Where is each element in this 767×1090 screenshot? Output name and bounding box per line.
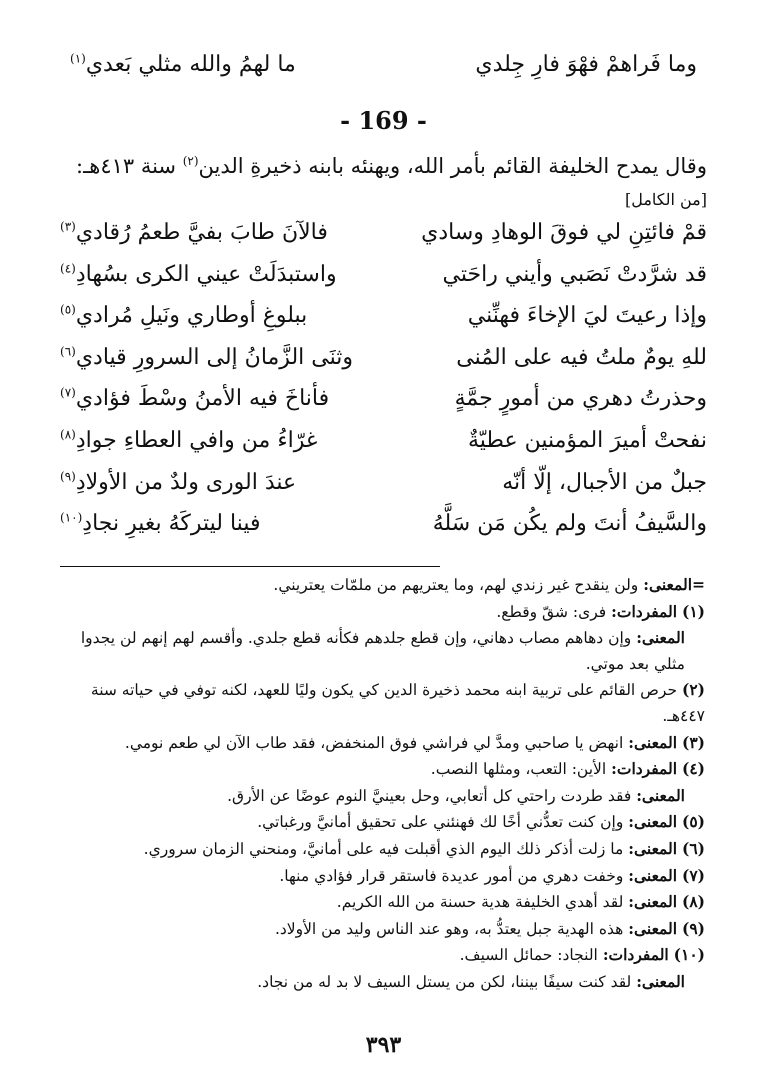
footnote-text: هذه الهدية جبل يعتدُّ به، وهو عند الناس وليد من الأولاد.: [274, 919, 624, 938]
footnote-number: (٢): [681, 680, 705, 700]
footnote-ref: (٢): [182, 154, 199, 168]
footnote-text: ولن ينقدح غير زندي لهم، وما يعتريهم من ملمّات يعتريني.: [273, 576, 639, 594]
footnote-number: (٩): [681, 918, 705, 938]
footnote-label: المفردات:: [611, 601, 678, 621]
footnote: [60, 572, 705, 599]
verse-right-hemistich: قمْ فائتِنِ لي فوقَ الوهادِ وسادي: [421, 220, 707, 245]
top-verse: [70, 50, 697, 80]
poem-intro: [60, 150, 707, 216]
verse-left-hemistich: [60, 260, 337, 290]
footnote-ref: (٦): [60, 344, 76, 359]
verse-line: [60, 301, 707, 331]
verse-line: [60, 468, 707, 498]
footnote-number: (١): [681, 601, 705, 621]
footnote-text: انهض يا صاحبي ومدَّ لي فراشي فوق المنخفض، فقد طاب الآن لي طعم نومي.: [124, 733, 624, 752]
footnote: [60, 677, 705, 729]
verse-right-hemistich: وما فَراهمْ فهْوَ فارِ جِلدي: [475, 52, 697, 77]
verse-line: [60, 218, 707, 248]
footnote-label: المعنى:: [628, 838, 678, 858]
footnote-number: (٤): [681, 759, 705, 779]
page-number: ٣٩٣: [365, 1032, 402, 1058]
verse-left-text: فأناخَ فيه الأمنُ وسْطَ فؤادي: [75, 386, 330, 412]
verse-right-hemistich: والسَّيفُ أنتَ ولم يكُن مَن سَلَّهُ: [432, 511, 707, 537]
verse-right-hemistich: قد شرَّدتْ نَصَبي وأيني راحَتي: [442, 261, 707, 287]
verse-right-hemistich: نفحتْ أميرَ المؤمنين عطيّةٌ: [467, 428, 707, 453]
footnote-ref: (١): [70, 51, 86, 66]
footnote-ref: (١٠): [60, 510, 83, 525]
verse-left-hemistich: [60, 301, 307, 331]
intro-date: سنة ٤١٣هـ:: [76, 154, 177, 178]
verse-line: [60, 509, 707, 539]
verse-right-hemistich: وحذرتُ دهري من أمورٍ جمَّةٍ: [454, 386, 707, 412]
footnote: [60, 599, 705, 626]
verse-line: [60, 426, 707, 456]
footnote-label: المفردات:: [611, 759, 678, 779]
verse-left-text: ببلوغِ أوطاري ونَيلِ مُرادي: [75, 303, 308, 329]
footnote-text: لقد أهدي الخليفة هدية حسنة من الله الكريم.: [336, 893, 624, 912]
intro-text: وقال يمدح الخليفة القائم بأمر الله، ويهنئه بابنه ذخيرةِ الدين: [198, 154, 707, 178]
footnote-number: (٨): [681, 892, 705, 912]
footnote-label: المعنى:: [628, 812, 678, 832]
verse-left-text: واستبدَلَتْ عيني الكرى بسُهادِ: [75, 261, 337, 287]
footnote-text: الأين: التعب، ومثلها النصب.: [430, 760, 607, 779]
footnote-text: وخفت دهري من أمور عديدة فاستقر قرار فؤادي منها.: [279, 866, 624, 885]
footnote-number: (١٠): [673, 945, 705, 965]
footnote-number: (٧): [681, 865, 705, 885]
verse-left-text: غرّاءُ من وافي العطاءِ جوادِ: [75, 428, 318, 453]
footnotes: [60, 572, 705, 996]
footnote: [60, 625, 705, 677]
verse-left-text: عندَ الورى ولدٌ من الأولادِ: [75, 469, 297, 495]
verse-left-hemistich: [60, 426, 317, 456]
verse-left-hemistich: [60, 218, 328, 248]
footnote-label: المعنى:: [636, 628, 685, 648]
footnote: [60, 730, 705, 757]
verse-left-hemistich: [60, 468, 296, 498]
footnote: [60, 942, 705, 969]
verse-left-text: وثنَى الزَّمانُ إلى السرورِ قيادي: [75, 344, 353, 370]
footnote-label: المعنى:: [628, 732, 678, 752]
footnote: [60, 916, 705, 943]
verse-right-hemistich: وإذا رعيتَ ليَ الإخاءَ فهنِّني: [467, 303, 707, 329]
footnote-label: =المعنى:: [643, 575, 705, 594]
footnote-text: فرى: شقّ وقطع.: [496, 602, 607, 621]
footnote: [60, 889, 705, 916]
footnote-label: المفردات:: [602, 945, 669, 965]
poem-number: - 169 -: [340, 106, 427, 135]
footnote-text: فقد طردت راحتي كل أتعابي، وحل بعينيَّ النوم عوضًا عن الأرق.: [227, 786, 632, 805]
footnote-ref: (٩): [60, 469, 76, 484]
verse-right-hemistich: جبلٌ من الأجبال، إلّا أنّه: [502, 469, 707, 495]
footnote-number: (٥): [681, 812, 705, 832]
footnote-text: حرص القائم على تربية ابنه محمد ذخيرة الدين كي يكون وليًا للعهد، لكنه توفي في حياته سنة ٤٤٧هـ.: [90, 681, 705, 725]
footnote: [60, 863, 705, 890]
footnote: [60, 756, 705, 783]
footnote-label: المعنى:: [628, 892, 678, 912]
verse-left-hemistich: [60, 343, 353, 373]
verse-right-hemistich: للهِ يومٌ ملتُ فيه على المُنى: [456, 344, 707, 370]
footnote-text: وإن دهاهم مصاب دهاني، وإن قطع جلدهم فكأنه قطع جلدي. وأقسم لهم إنهم لن يجدوا مثلي بعد موتي.: [80, 629, 685, 673]
footnote-label: المعنى:: [628, 865, 678, 885]
verse-left-text: ما لهمُ والله مثلي بَعدي: [85, 52, 296, 77]
footnote-ref: (٧): [60, 386, 76, 401]
footnote: [60, 783, 705, 810]
footnote: [60, 809, 705, 836]
footnote-text: وإن كنت تعدُّني أخًا لك فهنئني على تحقيق أمانيَّ ورغباتي.: [257, 813, 624, 832]
footnote-label: المعنى:: [636, 785, 685, 805]
footnote-ref: (٣): [60, 219, 76, 234]
footnote: [60, 969, 705, 996]
verse-line: [60, 260, 707, 290]
verse-line: [60, 343, 707, 373]
verse-left-hemistich: [60, 384, 329, 414]
footnote-divider: [60, 566, 440, 567]
verse-left-text: فالآنَ طابَ بفيَّ طعمُ رُقادي: [75, 220, 328, 245]
footnote-text: النجاد: حمائل السيف.: [459, 946, 598, 965]
footnote-ref: (٥): [60, 302, 76, 317]
footnote-label: المعنى:: [636, 971, 685, 991]
footnote-number: (٣): [681, 732, 705, 752]
verse-left-hemistich: [70, 50, 296, 80]
verse-left-text: فينا ليتركَهُ بغيرِ نجادِ: [82, 511, 261, 537]
footnote-ref: (٨): [60, 427, 76, 442]
footnote-text: لقد كنت سيفًا بيننا، لكن من يستل السيف لا بد له من نجاد.: [257, 972, 632, 991]
verse-line: [60, 384, 707, 414]
verse-left-hemistich: [60, 509, 260, 539]
footnote-number: (٦): [681, 838, 705, 858]
footnote-ref: (٤): [60, 261, 76, 276]
footnote-label: المعنى:: [628, 918, 678, 938]
footnote-text: ما زلت أذكر ذلك اليوم الذي أقبلت فيه على أمانيَّ، ومنحني الزمان سروري.: [143, 839, 624, 858]
footnote: [60, 836, 705, 863]
poem-meter: [من الكامل]: [624, 190, 707, 209]
